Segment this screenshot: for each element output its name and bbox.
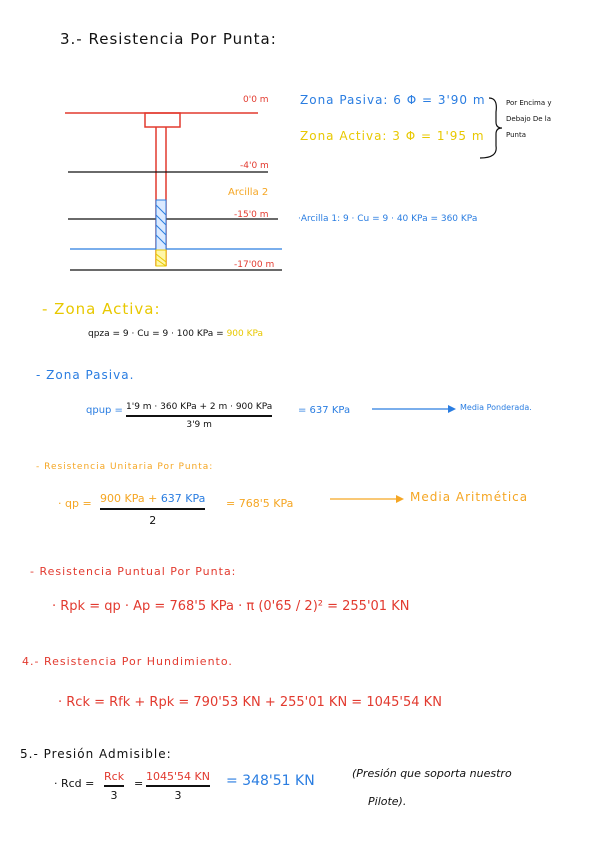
zona-activa-formula-left: qpza = 9 · Cu = 9 · 100 KPa = <box>88 329 224 339</box>
zona-activa-heading: - Zona Activa: <box>42 300 161 318</box>
section4-formula: · Rck = Rfk + Rpk = 790'53 KN + 255'01 KN = 1045'54 KN <box>58 695 442 710</box>
section5-frac2-den: 3 <box>174 788 182 802</box>
unitaria-result: = 768'5 KPa <box>226 497 294 510</box>
arrow-media-ponderada <box>372 405 456 413</box>
section5-fraction-2 <box>146 770 210 802</box>
puntual-formula: · Rpk = qp · Ap = 768'5 KPa · π (0'65 / 2)² = 255'01 KN <box>52 599 410 614</box>
section5-result: = 348'51 KN <box>226 773 315 789</box>
zona-pasiva-lhs: qpup = <box>86 405 123 416</box>
unitaria-numerator-b: 637 KPa <box>160 492 206 505</box>
pile-cap <box>145 113 180 127</box>
section5-title: 5.- Presión Admisible: <box>20 747 172 761</box>
arrow-media-aritmetica <box>330 495 404 503</box>
section5-lhs: · Rcd = <box>54 777 95 790</box>
unitaria-heading: - Resistencia Unitaria Por Punta: <box>36 462 214 472</box>
zona-activa-result: 900 KPa <box>226 329 264 339</box>
depth-0-label: 0'0 m <box>243 95 269 105</box>
zona-activa-summary: Zona Activa: 3 Φ = 1'95 m <box>300 129 485 143</box>
unitaria-fraction <box>100 492 205 527</box>
zona-pasiva-denominator: 3'9 m <box>186 419 212 430</box>
zona-pasiva-fraction <box>126 402 272 430</box>
pasiva-hatch <box>156 200 166 250</box>
brace-note-2: Debajo De la <box>506 115 552 123</box>
media-aritmetica-note: Media Aritmética <box>410 490 529 504</box>
unitaria-denominator: 2 <box>149 513 157 527</box>
media-ponderada-note: Media Ponderada. <box>460 403 532 412</box>
zona-pasiva-summary: Zona Pasiva: 6 Φ = 3'90 m <box>300 93 486 107</box>
brace-note-3: Punta <box>506 131 527 139</box>
section5-note-2: Pilote). <box>368 795 407 808</box>
zona-pasiva-result: = 637 KPa <box>298 405 351 416</box>
brace-note-1: Por Encima y <box>506 99 552 107</box>
brace <box>480 98 502 158</box>
puntual-heading: - Resistencia Puntual Por Punta: <box>30 565 237 578</box>
section5-frac1-num: Rck <box>104 770 125 783</box>
section4-title: 4.- Resistencia Por Hundimiento. <box>22 655 233 668</box>
zona-pasiva-heading: - Zona Pasiva. <box>36 368 135 382</box>
depth-15-label: -15'0 m <box>234 210 269 220</box>
section5-note-1: (Presión que soporta nuestro <box>352 767 512 780</box>
zona-pasiva-numerator: 1'9 m · 360 KPa + 2 m · 900 KPa <box>126 402 273 412</box>
unitaria-numerator-a: 900 KPa + <box>100 492 158 505</box>
section3-title: 3.- Resistencia Por Punta: <box>60 30 277 48</box>
section5-frac2-num: 1045'54 KN <box>146 770 210 783</box>
clay2-label: Arcilla 2 <box>228 187 269 198</box>
zona-activa-formula <box>88 330 263 339</box>
section5-frac1-den: 3 <box>110 788 118 802</box>
depth-17-label: -17'00 m <box>234 260 275 270</box>
unitaria-lhs: · qp = <box>58 497 92 510</box>
activa-hatch <box>156 250 166 266</box>
depth-4-label: -4'0 m <box>240 161 269 171</box>
section5-fraction-1 <box>104 770 124 802</box>
arcilla1-note: ·Arcilla 1: 9 · Cu = 9 · 40 KPa = 360 KPa <box>298 214 478 224</box>
